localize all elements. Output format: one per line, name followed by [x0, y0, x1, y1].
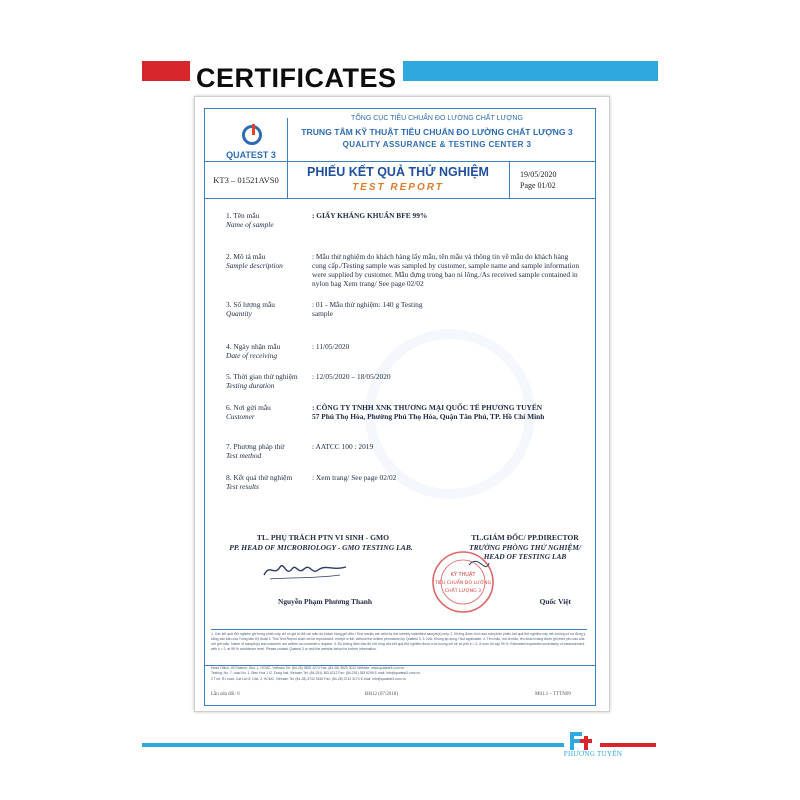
org-line-2: TRUNG TÂM KỸ THUẬT TIÊU CHUẨN ĐO LƯỜNG CHẤT LƯỢNG 3	[301, 127, 573, 137]
svg-text:TIÊU CHUẨN ĐO LƯỜNG: TIÊU CHUẨN ĐO LƯỜNG	[434, 581, 492, 586]
report-title-vi: PHIẾU KẾT QUẢ THỬ NGHIỆM	[307, 165, 489, 179]
field-label-vi: 6. Nơi gửi mẫu	[226, 403, 271, 412]
signature-right-title-2: TRƯỞNG PHÒNG THỬ NGHIỆM/	[469, 543, 581, 552]
doc-code: M01.1 – TTTN09	[535, 692, 571, 697]
field-label-en: Test results	[226, 482, 259, 491]
footer-addresses	[205, 665, 595, 682]
field-value: : Mẫu thử nghiệm do khách hàng lấy mẫu, tên mẫu và thông tin về mẫu do khách hàng cung cấp./Testing sample was sampled by customer, sample name and sample information were supplied by customer. Mẫu đựng trong bao ni lông./As received sample contained in nylon bag Xem trang/ See page 02/02	[312, 252, 580, 288]
title-row	[205, 161, 595, 199]
field-value	[312, 403, 576, 421]
field-value: : AATCC 100 : 2019	[312, 442, 374, 451]
footnotes: 1. Các kết quả thử nghiệm ghi trong phiếu này chỉ có giá trị đối với mẫu do khách hàng gửi đến./ Test results are valid for the namely submitted sample(s) only. 2. Không được trích sao một phần phiếu kết quả thử nghiệm này nếu không có sự đồng ý bằng văn bản của Trung tâm Kỹ thuật 3. This Test Report shall not be reproduced, except in full, without the written permission by Quatest 3. 3. N/A: Không áp dụng / Not applicable. 4. Tên mẫu, mô tả mẫu, tên khách hàng được ghi theo yêu cầu của nơi gửi mẫu. Name of sample(s) and customer are written as customer's request. 5. Độ không đảm bảo đo mở rộng của kết quả thử nghiệm được ước lượng với hệ số phủ k = 2, ở mức tin cậy 95 %. Estimated expanded uncertainty of measurement with k = 2, at 95 % confidence level. Please contact Quatest 3 or visit the website below for further information.	[211, 629, 587, 652]
field-label-en: Customer	[226, 412, 255, 421]
signature-left-title-en: PP. HEAD OF MICROBIOLOGY - GMO TESTING LAB.	[229, 543, 413, 552]
report-page: Page 01/02	[520, 181, 556, 190]
signature-right-title-3: HEAD OF TESTING LAB	[483, 552, 567, 561]
report-title-en: TEST REPORT	[352, 182, 444, 193]
field-label-vi: 8. Kết quả thử nghiệm	[226, 473, 293, 482]
report-id: KT3 – 01521AVS0	[205, 162, 288, 198]
field-value: : GIẤY KHÁNG KHUẨN BFE 99%	[312, 211, 428, 220]
field-label-vi: 4. Ngày nhận mẫu	[226, 342, 281, 351]
field-label-en: Test method	[226, 451, 262, 460]
field-value: : Xem trang/ See page 02/02	[312, 473, 397, 482]
signer-left-name: Nguyễn Phạm Phương Thanh	[277, 597, 373, 606]
svg-text:KỸ THUẬT: KỸ THUẬT	[450, 572, 476, 578]
handwritten-signature-left	[260, 555, 350, 583]
certificate-document	[194, 96, 610, 712]
org-line-1: TỔNG CỤC TIÊU CHUẨN ĐO LƯỜNG CHẤT LƯỢNG	[351, 115, 523, 122]
footer-accent-red	[600, 743, 656, 747]
certificate-frame	[204, 108, 596, 706]
field-value: : 12/05/2020 – 18/05/2020	[312, 372, 391, 381]
field-label-vi: 1. Tên mẫu	[226, 211, 260, 220]
field-label-vi: 2. Mô tả mẫu	[226, 252, 266, 261]
address-line: Head Office: 49 Pasteur, Dist. 1, HCMC, Vietnam Tel: (84-28) 3829 4274 Fax: (84-28) 3829 3012 Website: www.quatest3.com.vn	[211, 666, 405, 670]
field-label-vi: 7. Phương pháp thử	[226, 442, 285, 451]
address-line: CT lot, R1 road, Cat Lai IZ, Dist. 2, HCMC, Vietnam Tel: (84-28) 3742 5160 Fax: (84-28) 3742 3174 E-mail: info@quatest3.com.vn	[211, 676, 406, 681]
customer-address: 57 Phú Thọ Hòa, Phường Phú Thọ Hòa, Quận Tân Phú, TP. Hồ Chí Minh	[312, 412, 545, 421]
address-line: Testing: No. 7, road No. 1, Bien Hoa 1 IZ, Dong Nai, Vietnam Tel: (84-251) 383 6212 Fax: (84-251) 383 6298 E-mail: info@quatest3.com.vn	[211, 671, 420, 676]
brand-logo-icon	[566, 730, 606, 752]
field-label-en: Quantity	[226, 309, 252, 318]
field-label-vi: 3. Số lượng mẫu	[226, 300, 275, 309]
footer-accent-blue	[142, 743, 564, 747]
field-label-en: Name of sample	[226, 220, 274, 229]
customer-name: : CÔNG TY TNHH XNK THƯƠNG MẠI QUỐC TẾ PHƯƠNG TUYẾN	[312, 403, 543, 412]
header-accent-red	[142, 61, 190, 81]
brand-name: PHƯƠNG TUYẾN	[563, 750, 623, 758]
revision-note: Lần sửa đổi: 0	[211, 692, 240, 697]
form-code: BH12 (07/2018)	[365, 692, 398, 697]
field-label-en: Sample description	[226, 261, 283, 270]
date-box	[509, 162, 596, 198]
page-title: CERTIFICATES	[190, 61, 403, 95]
field-value: : 01 - Mẫu thử nghiệm: 140 g Testing sample	[312, 300, 423, 318]
signer-right-name: Quốc Việt	[539, 597, 571, 606]
field-label-en: Date of receiving	[226, 351, 278, 360]
field-label-vi: 5. Thời gian thử nghiệm	[226, 372, 298, 381]
org-line-3: QUALITY ASSURANCE & TESTING CENTER 3	[342, 140, 532, 149]
signature-left-title: TL. PHỤ TRÁCH PTN VI SINH - GMO	[256, 533, 390, 542]
svg-text:CHẤT LƯỢNG 3: CHẤT LƯỢNG 3	[444, 589, 482, 594]
signature-right-title: TL.GIÁM ĐỐC/ PP.DIRECTOR	[471, 533, 579, 542]
field-value: : 11/05/2020	[312, 342, 350, 351]
quatest-logo-icon	[242, 125, 262, 145]
field-label-en: Testing duration	[226, 381, 275, 390]
report-date: 19/05/2020	[520, 170, 557, 179]
quatest-logo-text: QUATEST 3	[226, 150, 276, 160]
